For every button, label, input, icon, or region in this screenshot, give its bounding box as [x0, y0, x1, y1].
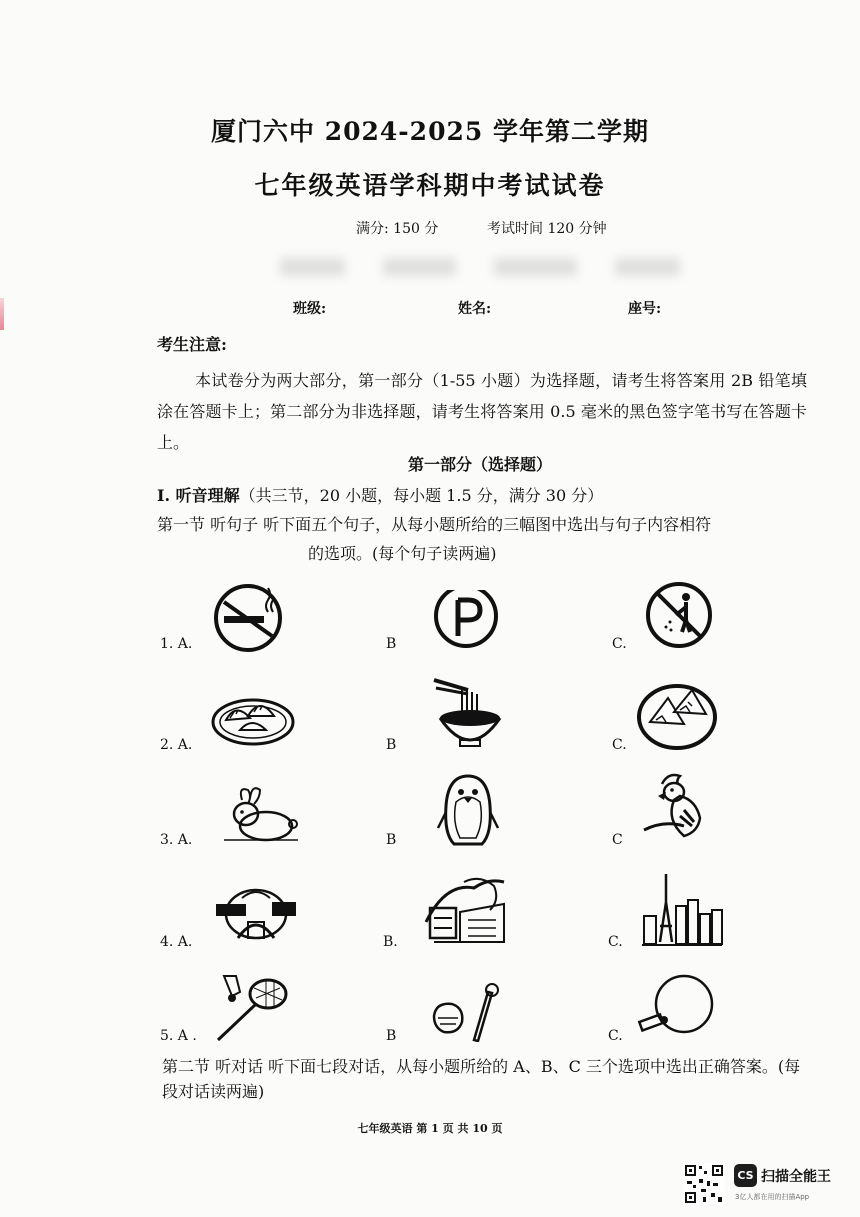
rabbit-icon	[220, 786, 302, 844]
q2-label-a: 2. A.	[160, 737, 193, 753]
faded-print	[280, 258, 680, 280]
part1-title: 第一部分（选择题）	[407, 455, 552, 474]
parrot-icon	[640, 770, 710, 840]
section1-heading	[157, 483, 603, 506]
section1-instruction-line1: 第一节 听句子 听下面五个句子，从每小题所给的三幅图中选出与句子内容相符	[157, 515, 712, 534]
q3-label-a: 3. A.	[160, 832, 193, 848]
section1-heading-note: （共三节，20 小题，每小题 1.5 分，满分 30 分）	[239, 486, 604, 505]
q3-label-b: B	[386, 832, 397, 848]
page-footer: 七年级英语 第 1 页 共 10 页	[357, 1122, 503, 1135]
q5-label-a: 5. A .	[160, 1028, 197, 1044]
q4-label-b: B.	[383, 934, 398, 950]
q4-label-a: 4. A.	[160, 934, 193, 950]
parking-icon	[430, 578, 502, 652]
q3-label-c: C	[612, 832, 623, 848]
seat-field: 座号:	[628, 301, 662, 317]
exam-time: 考试时间 120 分钟	[487, 221, 607, 237]
q4-label-c: C.	[608, 934, 623, 950]
exam-title-line1: 厦门六中 2024-2025 学年第二学期	[211, 117, 649, 146]
q1-label-c: C.	[612, 636, 627, 652]
full-score: 满分: 150 分	[356, 221, 439, 237]
notice-body: 本试卷分为两大部分，第一部分（1-55 小题）为选择题，请考生将答案用 2B 铅笔填涂在答题卡上；第二部分为非选择题，请考生将答案用 0.5 毫米的黑色签字笔书写在答题卡上。	[157, 371, 807, 452]
no-littering-icon	[640, 580, 718, 650]
scanner-logo-icon: CS	[734, 1164, 757, 1187]
q1-label-b: B	[386, 636, 397, 652]
qr-code-icon	[683, 1163, 725, 1205]
badminton-icon	[210, 972, 290, 1044]
noodles-icon	[430, 672, 506, 752]
penguin-icon	[436, 772, 500, 848]
class-field: 班级:	[293, 301, 327, 317]
q5-label-c: C.	[608, 1028, 623, 1044]
exam-title-line2: 七年级英语学科期中考试试卷	[254, 171, 606, 200]
section1-instruction-line2: 的选项。(每个句子读两遍)	[308, 544, 497, 563]
great-wall-icon	[424, 872, 508, 948]
city-skyline-icon	[640, 870, 724, 948]
notice-title: 考生注意:	[157, 335, 227, 354]
q1-label-a: 1. A.	[160, 636, 193, 652]
no-smoking-icon	[210, 582, 288, 652]
dumplings-icon	[210, 690, 296, 748]
zongzi-icon	[636, 682, 718, 752]
section1-heading-label: I. 听音理解	[157, 486, 240, 505]
baseball-icon	[430, 982, 506, 1042]
page-edge-mark	[0, 298, 4, 330]
section2-instruction: 第二节 听对话 听下面七段对话，从每小题所给的 A、B、C 三个选项中选出正确答案。(每段对话读两遍)	[162, 1057, 801, 1101]
ping-pong-icon	[636, 974, 720, 1040]
q5-label-b: B	[386, 1028, 397, 1044]
q2-label-c: C.	[612, 737, 627, 753]
scanner-tagline: 3亿人都在用的扫描App	[735, 1193, 810, 1201]
aomen-icon	[214, 884, 298, 948]
name-field: 姓名:	[458, 301, 492, 317]
q2-label-b: B	[386, 737, 397, 753]
scanner-app-name: 扫描全能王	[761, 1169, 831, 1185]
